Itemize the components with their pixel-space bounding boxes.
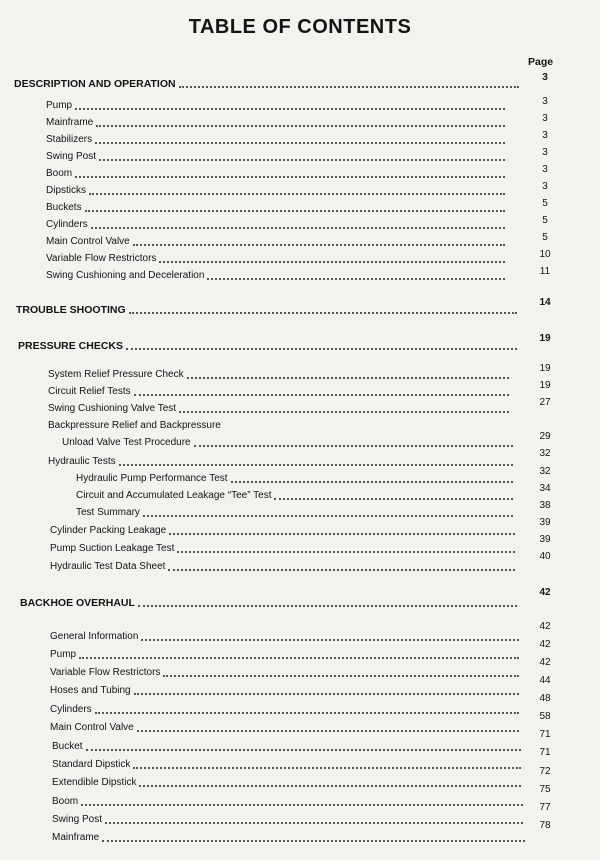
toc-label: Unload Valve Test Procedure (62, 437, 191, 448)
toc-entry[interactable] (46, 234, 508, 248)
toc-page: 3 (542, 96, 548, 107)
toc-entry[interactable] (46, 149, 508, 163)
dot-leader (274, 498, 513, 500)
toc-entry[interactable] (50, 559, 518, 573)
toc-entry[interactable] (48, 384, 512, 398)
toc-entry[interactable] (52, 812, 526, 826)
toc-page: 72 (539, 766, 551, 777)
dot-leader (129, 312, 517, 314)
toc-entry[interactable] (76, 471, 516, 485)
toc-label: BACKHOE OVERHAUL (20, 597, 135, 609)
toc-label: System Relief Pressure Check (48, 369, 184, 380)
toc-label: Mainframe (46, 117, 94, 128)
toc-label: Pump (50, 649, 77, 660)
toc-entry[interactable] (50, 523, 518, 537)
toc-entry[interactable] (52, 739, 524, 753)
toc-entry[interactable] (46, 268, 508, 282)
toc-page: 42 (539, 639, 551, 650)
toc-page: 27 (539, 397, 551, 408)
toc-page: 29 (539, 431, 551, 442)
toc-page: 42 (539, 621, 551, 632)
dot-leader (179, 411, 509, 413)
toc-entry[interactable] (52, 757, 524, 771)
toc-page: 32 (539, 466, 551, 477)
toc-label: Mainframe (52, 832, 100, 843)
toc-section[interactable] (20, 595, 520, 609)
toc-entry[interactable] (50, 665, 522, 679)
toc-label: Swing Post (52, 814, 103, 825)
dot-leader (169, 533, 515, 535)
toc-entry[interactable] (46, 200, 508, 214)
toc-page: 3 (542, 181, 548, 192)
dot-leader (177, 551, 515, 553)
toc-label: DESCRIPTION AND OPERATION (14, 78, 176, 90)
toc-entry[interactable] (46, 115, 508, 129)
dot-leader (138, 605, 517, 607)
toc-page: 40 (539, 551, 551, 562)
toc-entry[interactable] (50, 720, 522, 734)
toc-page: 19 (539, 333, 551, 344)
dot-leader (133, 244, 505, 246)
toc-label: Pump (46, 100, 73, 111)
toc-section[interactable] (16, 302, 520, 316)
toc-page: 75 (539, 784, 551, 795)
toc-page: 10 (539, 249, 551, 260)
dot-leader (75, 108, 505, 110)
toc-label: Hydraulic Pump Performance Test (76, 473, 228, 484)
dot-leader (207, 278, 505, 280)
toc-label: Dipsticks (46, 185, 87, 196)
toc-entry[interactable] (48, 418, 512, 432)
toc-entry[interactable] (46, 132, 508, 146)
toc-label: General Information (50, 631, 139, 642)
toc-label: Test Summary (76, 507, 140, 518)
toc-page: 19 (539, 380, 551, 391)
toc-page: 71 (539, 747, 551, 758)
page-title: TABLE OF CONTENTS (188, 16, 412, 38)
toc-page: 3 (542, 147, 548, 158)
toc-entry[interactable] (48, 401, 512, 415)
dot-leader (163, 675, 519, 677)
dot-leader (126, 348, 517, 350)
toc-page: 71 (539, 729, 551, 740)
dot-leader (119, 464, 513, 466)
dot-leader (89, 193, 505, 195)
dot-leader (105, 822, 523, 824)
toc-label: Hoses and Tubing (50, 685, 131, 696)
toc-label: Standard Dipstick (52, 759, 131, 770)
dot-leader (96, 125, 505, 127)
toc-label: Circuit and Accumulated Leakage “Tee” Test (76, 490, 272, 501)
toc-label: Stabilizers (46, 134, 93, 145)
toc-entry[interactable] (50, 702, 522, 716)
dot-leader (85, 210, 505, 212)
toc-entry[interactable] (52, 830, 528, 844)
toc-label: Variable Flow Restrictors (50, 667, 161, 678)
toc-label: Cylinders (50, 704, 92, 715)
dot-leader (91, 227, 505, 229)
toc-page: 3 (542, 113, 548, 124)
toc-entry[interactable] (52, 794, 526, 808)
toc-label: Variable Flow Restrictors (46, 253, 157, 264)
toc-page: 42 (539, 587, 551, 598)
dot-leader (133, 767, 521, 769)
dot-leader (179, 86, 519, 88)
toc-page: 19 (539, 363, 551, 374)
toc-label: TROUBLE SHOOTING (16, 304, 126, 316)
dot-leader (137, 730, 519, 732)
dot-leader (95, 142, 505, 144)
dot-leader (139, 785, 521, 787)
toc-page: 78 (539, 820, 551, 831)
toc-label: Extendible Dipstick (52, 777, 137, 788)
dot-leader (159, 261, 505, 263)
toc-entry[interactable] (46, 217, 508, 231)
toc-page: 38 (539, 500, 551, 511)
dot-leader (187, 377, 509, 379)
toc-entry[interactable] (48, 367, 512, 381)
toc-section[interactable] (18, 338, 520, 352)
toc-label: Cylinder Packing Leakage (50, 525, 167, 536)
toc-label: Swing Cushioning and Deceleration (46, 270, 205, 281)
dot-leader (81, 804, 523, 806)
toc-page: 39 (539, 534, 551, 545)
toc-entry[interactable] (62, 435, 516, 449)
toc-page: 5 (542, 232, 548, 243)
toc-page: 48 (539, 693, 551, 704)
toc-entry[interactable] (46, 251, 508, 265)
toc-page: 3 (542, 130, 548, 141)
dot-leader (99, 159, 505, 161)
toc-page: 5 (542, 198, 548, 209)
toc-page: 11 (539, 266, 551, 277)
toc-page: 39 (539, 517, 551, 528)
toc-page (530, 413, 560, 427)
toc-entry[interactable] (46, 98, 508, 112)
toc-label: Boom (46, 168, 73, 179)
dot-leader (79, 657, 519, 659)
toc-page: 77 (539, 802, 551, 813)
toc-entry[interactable] (52, 775, 524, 789)
dot-leader (95, 712, 519, 714)
toc-page: 3 (542, 72, 548, 83)
toc-label: Backpressure Relief and Backpressure (48, 420, 221, 431)
toc-label: Swing Cushioning Valve Test (48, 403, 177, 414)
toc-page: 5 (542, 215, 548, 226)
toc-entry[interactable] (76, 488, 516, 502)
toc-entry[interactable] (50, 629, 522, 643)
toc-entry[interactable] (50, 647, 522, 661)
toc-entry[interactable] (50, 541, 518, 555)
toc-entry[interactable] (46, 183, 508, 197)
dot-leader (141, 639, 519, 641)
toc-entry[interactable] (46, 166, 508, 180)
dot-leader (168, 569, 515, 571)
dot-leader (102, 840, 525, 842)
dot-leader (231, 481, 513, 483)
dot-leader (194, 445, 513, 447)
dot-leader (75, 176, 505, 178)
toc-page: 58 (539, 711, 551, 722)
toc-label: PRESSURE CHECKS (18, 340, 124, 352)
dot-leader (134, 394, 509, 396)
toc-label: Cylinders (46, 219, 88, 230)
toc-label: Bucket (52, 741, 83, 752)
toc-section[interactable] (14, 76, 522, 90)
toc-label: Boom (52, 796, 79, 807)
page-column-header: Page (528, 56, 554, 68)
toc-label: Circuit Relief Tests (48, 386, 131, 397)
toc-label: Pump Suction Leakage Test (50, 543, 175, 554)
dot-leader (134, 693, 519, 695)
toc-page: 44 (539, 675, 551, 686)
toc-entry[interactable] (48, 454, 516, 468)
toc-page: 3 (542, 164, 548, 175)
toc-label: Main Control Valve (50, 722, 134, 733)
toc-label: Main Control Valve (46, 236, 130, 247)
toc-page: 34 (539, 483, 551, 494)
dot-leader (143, 515, 513, 517)
toc-page: 32 (539, 448, 551, 459)
toc-label: Swing Post (46, 151, 97, 162)
toc-page: 14 (539, 297, 551, 308)
toc-entry[interactable] (50, 683, 522, 697)
toc-page: 42 (539, 657, 551, 668)
toc-entry[interactable] (76, 505, 516, 519)
dot-leader (86, 749, 521, 751)
toc-label: Hydraulic Test Data Sheet (50, 561, 166, 572)
toc-label: Hydraulic Tests (48, 456, 116, 467)
toc-label: Buckets (46, 202, 82, 213)
